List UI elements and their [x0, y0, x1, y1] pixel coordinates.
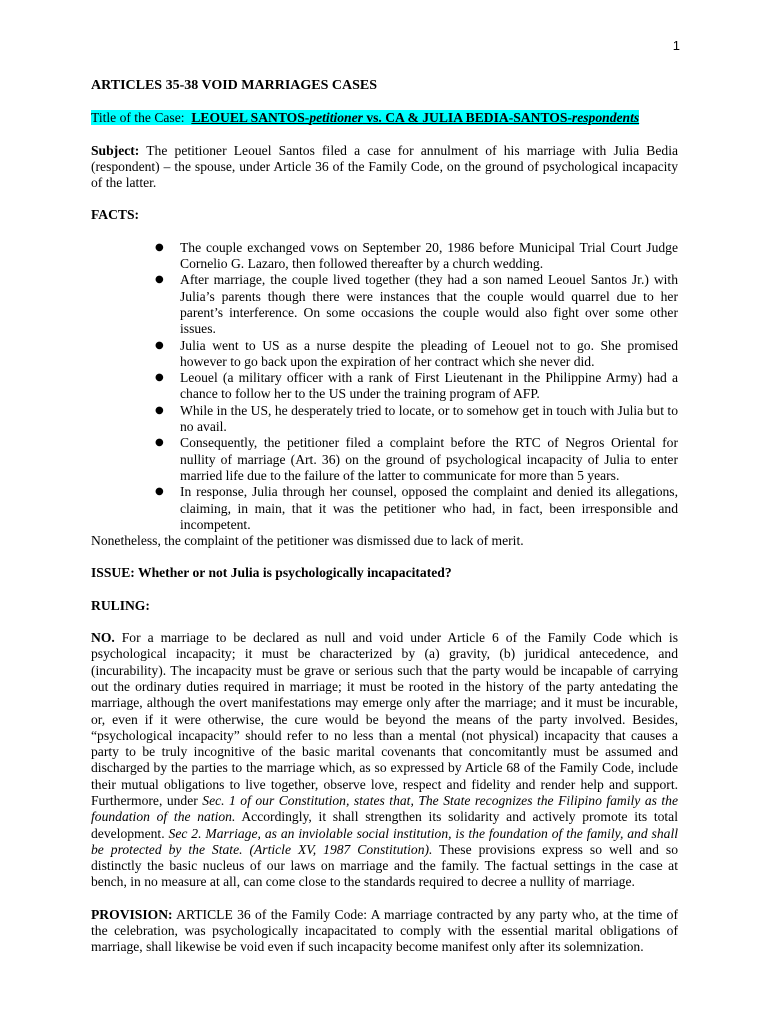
bullet-icon: ●: [155, 437, 164, 449]
constitution-quote-2: Sec 2. Marriage, as an inviolable social institution, is the foundation of the family, and shall be protected by the State. (Article XV, 1987 Constitution).: [91, 825, 678, 857]
bullet-icon: ●: [155, 339, 164, 351]
facts-item: ● Julia went to US as a nurse despite the pleading of Leouel not to go. She promised however to go back upon the expiration of her contract which she never did.: [155, 337, 678, 369]
facts-item: ● While in the US, he desperately tried to locate, or to somehow get in touch with Julia but to no avail.: [155, 402, 678, 435]
ruling-lead: NO.: [91, 630, 115, 646]
facts-item: ● Consequently, the petitioner filed a complaint before the RTC of Negros Oriental for nullity of marriage (Art. 36) on the ground of psychological incapacity of Julia to enter married life due to the failure of the latter to communicate for more than 5 years.: [155, 435, 678, 483]
facts-item: ● Leouel (a military officer with a rank of First Lieutenant in the Philippine Army) had a chance to follow her to the US under the training program of AFP.: [155, 370, 678, 402]
provision-label: PROVISION:: [91, 906, 173, 922]
document-heading: ARTICLES 35-38 VOID MARRIAGES CASES: [91, 78, 378, 93]
bullet-icon: ●: [155, 372, 164, 384]
bullet-icon: ●: [155, 486, 164, 498]
bullet-icon: ●: [155, 274, 164, 286]
ruling-paragraph: NO. For a marriage to be declared as null and void under Article 6 of the Family Code which is psychological incapacity; it must be characterized by (a) gravity, (b) juridical antecedence, and (incurability). The incapacity must be grave or serious such that the party would be incapable of carrying out the ordinary duties required in marriage; it must be rooted in the history of the party antedating the marriage, although the overt manifestations may emerge only after the marriage; and it must be incurable, or, even if it were otherwise, the cure would be beyond the means of the party involved. Besides, “psychological incapacity” should refer to no less than a mental (not physical) incapacity that causes a party to be truly incognitive of the basic marital covenants that concomitantly must be assumed and discharged by the parties to the marriage which, as so expressed by Article 68 of the Family Code, include their mutual obligations to live together, observe love, respect and fidelity and render help and support. Furthermore, under Sec. 1 of our Constitution, states that, The State recognizes the Filipino family as the foundation of the nation. Accordingly, it shall strengthen its solidarity and actively promote its total development. Sec 2. Marriage, as an inviolable social institution, is the foundation of the family, and shall be protected by the State. (Article XV, 1987 Constitution). These provisions express so well and so distinctly the basic nucleus of our laws on marriage and the family. The factual settings in the case at bench, in no measure at all, can come close to the standards required to decree a nullity of marriage.: [91, 630, 678, 890]
case-title: [91, 110, 678, 126]
document-body: [91, 78, 678, 956]
bullet-icon: ●: [155, 241, 164, 253]
constitution-quote-1: Sec. 1 of our Constitution, states that, The State recognizes the Filipino family as the foundation of the nation.: [91, 792, 678, 825]
facts-heading: FACTS:: [91, 207, 140, 223]
subject-label: Subject:: [91, 142, 140, 158]
facts-list: [91, 240, 678, 533]
case-title-label: Title of the Case:: [91, 110, 185, 126]
facts-item: ● The couple exchanged vows on September 20, 1986 before Municipal Trial Court Judge Cornelio G. Lazaro, then followed thereafter by a church wedding.: [155, 239, 678, 272]
page-number: 1: [672, 38, 680, 53]
facts-item: ● After marriage, the couple lived together (they had a son named Leouel Santos Jr.) with Julia’s parents though there were instances that the couple would quarrel due to her parent’s interference. On some occasions the couple would also fight over some other issues.: [155, 272, 678, 337]
bullet-icon: ●: [155, 404, 164, 416]
issue-heading: ISSUE: Whether or not Julia is psychologically incapacitated?: [91, 565, 452, 581]
subject-paragraph: [91, 143, 678, 192]
case-title-name: LEOUEL SANTOS-petitioner vs. CA & JULIA BEDIA-SANTOS-respondents: [191, 110, 640, 126]
facts-item: ● In response, Julia through her counsel, opposed the complaint and denied its allegations, claiming, in main, that it was the petitioner who had, in fact, been irresponsible and incompetent.: [155, 484, 678, 532]
case-title-highlight: [91, 110, 639, 125]
provision-paragraph: [91, 907, 678, 956]
subject-text: The petitioner Leouel Santos filed a case for annulment of his marriage with Julia Bedia (respondent) – the spouse, under Article 36 of the Family Code, on the ground of psychological incapacity of the latter.: [91, 142, 679, 191]
facts-conclusion: Nonetheless, the complaint of the petitioner was dismissed due to lack of merit.: [91, 533, 524, 549]
ruling-heading: RULING:: [91, 597, 150, 613]
provision-text: ARTICLE 36 of the Family Code: A marriage contracted by any party who, at the time of the celebration, was psychologically incapacitated to comply with the essential marital obligations of marriage, shall likewise be void even if such incapacity become manifest only after its solemnization.: [91, 906, 678, 955]
